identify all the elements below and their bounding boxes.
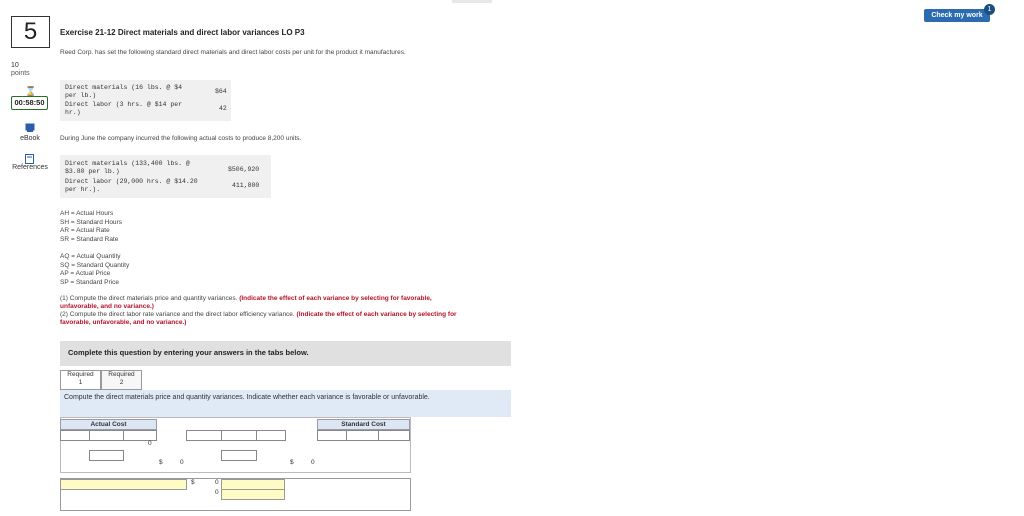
tab-required-1-line1: Required [67, 371, 94, 378]
std-dl-value: 42 [219, 105, 227, 112]
instruction-1 [60, 295, 465, 311]
complete-banner [60, 341, 511, 366]
tab-required-2[interactable] [101, 370, 142, 390]
instruction-2 [60, 311, 465, 327]
dollar-sign-2: $ [290, 459, 294, 466]
ap-input[interactable] [89, 430, 124, 441]
actual-cost-header: Actual Cost [60, 419, 157, 430]
ebook-link[interactable]: eBook [20, 135, 40, 142]
act-dl-label-1: Direct labor (29,000 hrs. @ $14.20 [65, 178, 198, 185]
std-dm-value: $64 [215, 88, 227, 95]
timer[interactable]: 00:58:50 [11, 96, 48, 110]
instructions [60, 295, 465, 327]
price-variance-value: 0 [215, 479, 219, 486]
intro-text: Reed Corp. has set the following standard direct materials and direct labor costs per unit for the product it manufactures. [60, 49, 406, 56]
mid-input-1[interactable] [186, 430, 222, 441]
tab-required-2-line2: 2 [119, 379, 124, 386]
dollar-sign-3: $ [191, 479, 195, 486]
june-text: During June the company incurred the following actual costs to produce 8,200 units. [60, 135, 302, 142]
price-variance-type[interactable] [60, 479, 187, 490]
tab-prompt [60, 390, 511, 417]
sp-input[interactable] [346, 430, 379, 441]
tab-required-1[interactable] [60, 370, 101, 390]
instruction-2-note: (Indicate the effect of each variance by selecting for favorable, unfavorable, and no variance.) [60, 311, 457, 326]
legend-ar: AR = Actual Rate [60, 227, 110, 234]
dollar-sign-1: $ [159, 459, 163, 466]
standard-cost-total: 0 [311, 459, 315, 466]
tab-required-2-line1: Required [108, 371, 135, 378]
mid-input-3[interactable] [256, 430, 286, 441]
legend-sp: SP = Standard Price [60, 278, 119, 286]
act-dl-label-2: per hr.). [65, 186, 101, 193]
standard-cost-cell[interactable] [378, 430, 410, 441]
legend-hours-rates [60, 210, 122, 244]
legend-sr: SR = Standard Rate [60, 235, 119, 243]
quantity-variance-effect[interactable] [221, 489, 285, 500]
std-dl-label-1: Direct labor (3 hrs. @ $14 per [65, 101, 183, 108]
question-number: 5 [11, 16, 50, 48]
complete-banner-text: Complete this question by entering your answers in the tabs below. [68, 348, 309, 357]
instruction-1-text: (1) Compute the direct materials price and quantity variances. [60, 295, 238, 302]
act-dl-value: 411,800 [232, 182, 260, 189]
tab-prompt-text: Compute the direct materials price and quantity variances. Indicate whether each variance is favorable or unfavorable. [64, 394, 430, 401]
top-bar-segment [452, 0, 492, 3]
mid-input-2[interactable] [221, 430, 257, 441]
quantity-variance-value: 0 [215, 489, 219, 496]
act-dm-label-1: Direct materials (133,400 lbs. @ [65, 160, 190, 167]
sq-input[interactable] [317, 430, 347, 441]
instruction-2-text: (2) Compute the direct labor rate variance and the direct labor efficiency variance. [60, 311, 295, 318]
standard-cost-header: Standard Cost [317, 419, 410, 430]
ebook-icon[interactable] [25, 123, 35, 132]
check-my-work-button[interactable]: Check my work [924, 9, 990, 22]
legend-sh: SH = Standard Hours [60, 218, 122, 226]
points-value: 10 [11, 62, 19, 69]
points-label: points [11, 70, 30, 77]
actual-total-value: 0 [148, 440, 152, 447]
references-link[interactable]: References [12, 164, 48, 171]
standard-cost-table [60, 80, 231, 121]
top-bar [0, 0, 1024, 4]
actual-total-input[interactable] [89, 450, 124, 461]
tab-required-1-line2: 1 [78, 379, 83, 386]
references-icon[interactable] [25, 154, 34, 164]
act-dm-label-2: $3.80 per lb.) [65, 168, 120, 175]
std-dm-label-1: Direct materials (16 lbs. @ $4 [65, 84, 183, 91]
check-count-badge: 1 [984, 4, 995, 15]
std-dl-label-2: hr.) [65, 109, 81, 116]
actual-cost-total: 0 [180, 459, 184, 466]
legend-ah: AH = Actual Hours [60, 210, 114, 217]
act-dm-value: $506,920 [228, 166, 260, 173]
exercise-title: Exercise 21-12 Direct materials and direct labor variances LO P3 [60, 28, 305, 37]
instruction-1-note: (Indicate the effect of each variance by selecting for favorable, unfavorable, and no variance.) [60, 295, 432, 310]
mid-total-input[interactable] [221, 450, 257, 461]
legend-sq: SQ = Standard Quantity [60, 261, 130, 269]
legend-quantity-price [60, 253, 129, 287]
std-dm-label-2: per lb.) [65, 92, 97, 99]
aq-input[interactable] [60, 430, 90, 441]
actual-cost-table [60, 155, 271, 198]
hourglass-icon: ⌛ [25, 86, 37, 96]
legend-ap: AP = Actual Price [60, 270, 111, 277]
legend-aq: AQ = Actual Quantity [60, 253, 121, 260]
